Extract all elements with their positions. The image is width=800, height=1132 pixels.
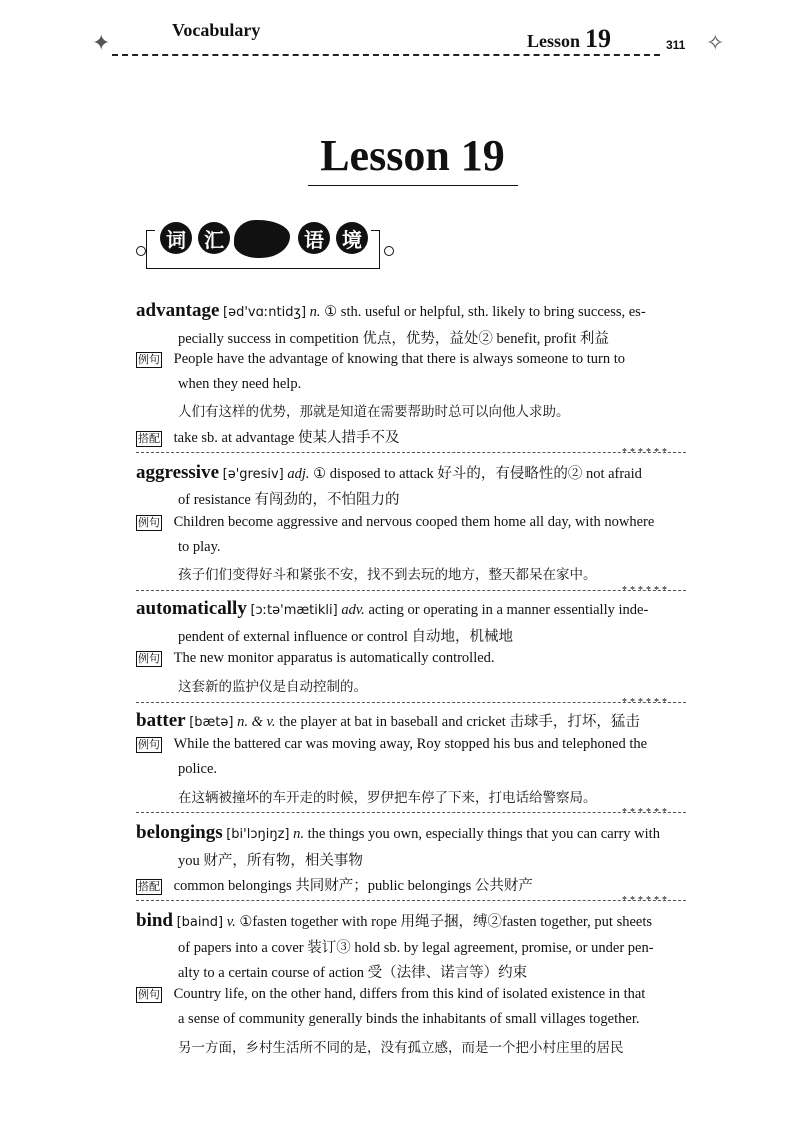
definition-continued: of resistance 有闯劲的，不怕阻力的: [178, 492, 400, 508]
banner-char-1: 词: [160, 222, 192, 254]
example-sentence: People have the advantage of knowing that there is always someone to turn to: [173, 351, 626, 367]
example-tag: 例句: [138, 738, 160, 751]
entry-headline: [136, 300, 646, 322]
banner-char-2: 汇: [198, 222, 230, 254]
phonetic: [ə'gresiv]: [222, 467, 284, 482]
headword: batter: [136, 710, 186, 731]
headword: aggressive: [136, 462, 220, 483]
separator-stars: ******: [622, 807, 670, 818]
page-number: 311: [666, 38, 686, 52]
decorative-mark-right: ✧: [706, 30, 725, 55]
phonetic: [bætə]: [189, 715, 234, 730]
example-translation: 在这辆被撞坏的车开走的时候，罗伊把车停了下来，打电话给警察局。: [178, 790, 597, 806]
definition-continued: pendent of external influence or control 自动地，机械地: [178, 629, 514, 645]
entry-headline: [136, 822, 660, 844]
headword: belongings: [136, 822, 223, 843]
running-header-lesson-number: 19: [585, 24, 612, 53]
decorative-mark-left: ✦: [92, 30, 111, 55]
example-tag: 例句: [138, 652, 160, 665]
example-line: [136, 514, 654, 531]
example-sentence: While the battered car was moving away, Roy stopped his bus and telephoned the: [173, 736, 648, 752]
entry-headline: [136, 910, 652, 932]
running-header-section: Vocabulary: [172, 20, 261, 40]
separator-stars: ******: [622, 895, 670, 906]
separator-stars: ******: [622, 447, 670, 458]
entry-separator: [136, 452, 686, 453]
lesson-title: Lesson 19: [320, 131, 505, 180]
example-tag: 例句: [138, 988, 160, 1001]
example-line: [136, 650, 495, 667]
example-sentence: The new monitor apparatus is automatically controlled.: [173, 650, 495, 666]
definition: acting or operating in a manner essentially inde-: [368, 602, 649, 618]
collocation-line: [136, 874, 533, 895]
phonetic: [bi'lɔŋiŋz]: [226, 827, 290, 842]
definition-continued: pecially success in competition 优点，优势，益处② benefit, profit 利益: [178, 331, 609, 347]
example-line: [136, 351, 625, 368]
headword: bind: [136, 910, 173, 931]
headword: advantage: [136, 300, 220, 321]
entry-separator: [136, 900, 686, 901]
entry-headline: [136, 598, 648, 620]
collocation-line: [136, 426, 400, 447]
definition: the player at bat in baseball and cricket 击球手，打坏，猛击: [279, 714, 640, 730]
example-line: [136, 736, 647, 753]
collocation: common belongings 共同财产；public belongings 公共财产: [173, 878, 533, 894]
banner-circle-left: [136, 246, 146, 256]
entry-separator: [136, 812, 686, 813]
separator-stars: ******: [622, 585, 670, 596]
definition: the things you own, especially things that you can carry with: [307, 826, 660, 842]
banner-char-3: 语: [298, 222, 330, 254]
part-of-speech: n.: [293, 826, 304, 842]
phonetic: [ɔːtə'mætikli]: [250, 603, 338, 618]
example-translation: 人们有这样的优势，那就是知道在需要帮助时总可以向他人求助。: [178, 404, 570, 420]
example-sentence: Children become aggressive and nervous cooped them home all day, with nowhere: [173, 514, 655, 530]
phonetic: [baind]: [176, 915, 224, 930]
entry-separator: [136, 590, 686, 591]
definition-continued-2: alty to a certain course of action 受（法律、诺言等）约束: [178, 965, 528, 981]
example-translation: 另一方面，乡村生活所不同的是，没有孤立感，而是一个把小村庄里的居民: [178, 1040, 624, 1056]
definition-continued: of papers into a cover 装订③ hold sb. by legal agreement, promise, or under pen-: [178, 940, 654, 956]
collocation-tag: 搭配: [138, 432, 160, 445]
example-sentence-continued: police.: [178, 761, 218, 777]
headword: automatically: [136, 598, 247, 619]
example-tag: 例句: [138, 516, 160, 529]
part-of-speech: adv.: [341, 602, 365, 618]
example-translation: 这套新的监护仪是自动控制的。: [178, 679, 367, 695]
example-sentence-continued: when they need help.: [178, 376, 302, 392]
collocation-tag: 搭配: [138, 880, 160, 893]
definition: ① sth. useful or helpful, sth. likely to bring success, es-: [324, 304, 646, 320]
example-sentence: Country life, on the other hand, differs from this kind of isolated existence in that: [173, 986, 646, 1002]
part-of-speech: n.: [309, 304, 321, 320]
phonetic: [əd'vɑːntidʒ]: [223, 305, 307, 320]
lesson-title-underline: [308, 185, 518, 186]
part-of-speech: n. & v.: [237, 714, 276, 730]
banner-circle-right: [384, 246, 394, 256]
banner-char-4: 境: [336, 222, 368, 254]
example-sentence-continued: to play.: [178, 539, 221, 555]
part-of-speech: adj.: [287, 466, 310, 482]
running-header-lesson: [527, 24, 611, 54]
definition-continued: you 财产，所有物，相关事物: [178, 853, 363, 869]
entry-separator: [136, 702, 686, 703]
separator-stars: ******: [622, 697, 670, 708]
running-header-lesson-label: Lesson: [527, 31, 581, 51]
definition: ① disposed to attack 好斗的，有侵略性的② not afraid: [313, 466, 642, 482]
example-tag: 例句: [138, 353, 160, 366]
header-divider: [112, 54, 660, 56]
collocation: take sb. at advantage 使某人措手不及: [173, 430, 400, 446]
entry-headline: [136, 710, 640, 732]
example-translation: 孩子们们变得好斗和紧张不安，找不到去玩的地方，整天都呆在家中。: [178, 567, 597, 583]
example-line: [136, 986, 645, 1003]
definition: ①fasten together with rope 用绳子捆，缚②fasten together, put sheets: [239, 914, 653, 930]
example-sentence-continued: a sense of community generally binds the inhabitants of small villages together.: [178, 1011, 640, 1027]
part-of-speech: v.: [226, 914, 236, 930]
entry-headline: [136, 462, 642, 484]
